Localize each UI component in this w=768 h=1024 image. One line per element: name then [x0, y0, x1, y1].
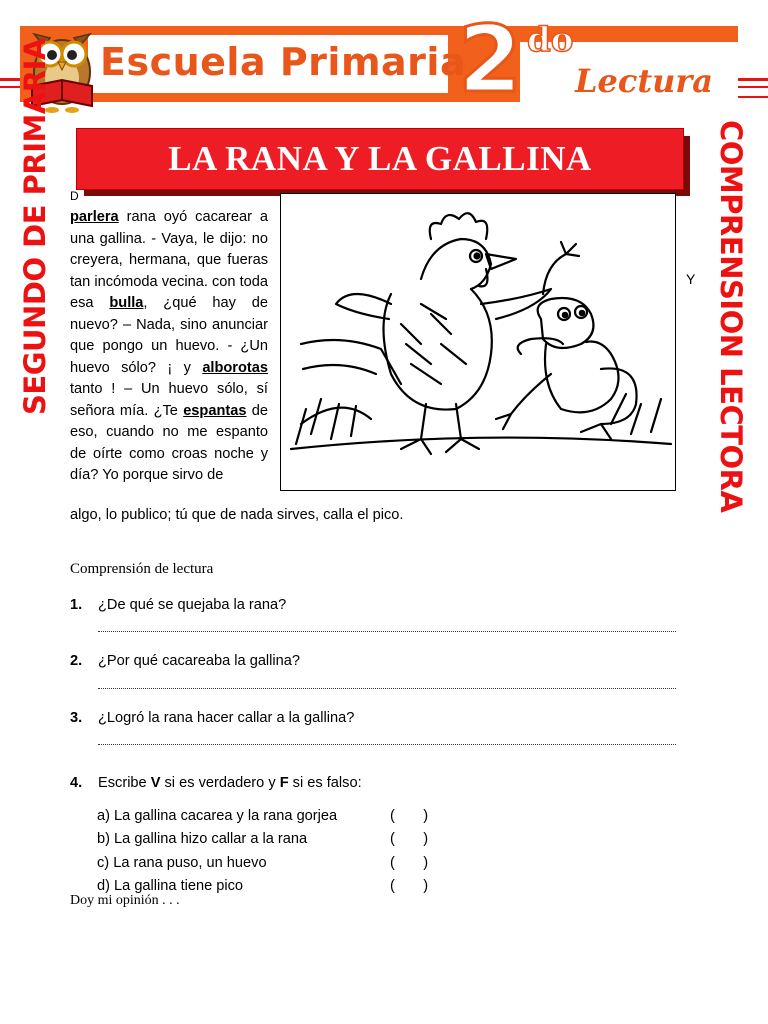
- opinion-prompt: Doy mi opinión . . .: [70, 893, 180, 908]
- statement-c: c) La rana puso, un huevo: [97, 855, 267, 871]
- answer-blank-c[interactable]: ( ): [390, 855, 429, 871]
- question-3: [70, 710, 354, 726]
- question-text: si es verdadero y: [160, 775, 280, 791]
- school-title: Escuela Primaria: [100, 40, 467, 84]
- header-right-stripe-2: [738, 86, 768, 88]
- vocab-word: bulla: [109, 295, 144, 311]
- section-heading: Comprensión de lectura: [70, 561, 214, 577]
- question-text: ¿Por qué cacareaba la gallina?: [98, 653, 301, 669]
- subject-label: Lectura: [575, 62, 713, 100]
- answer-line-1[interactable]: [98, 631, 676, 632]
- header-right-stripe-3: [738, 96, 768, 98]
- vocab-word: alborotas: [202, 359, 268, 376]
- story-text: [70, 207, 268, 487]
- question-number: 2.: [70, 653, 83, 669]
- story-title-banner: [76, 128, 684, 190]
- illustration-frame: [280, 193, 676, 491]
- story-fragment: , ¿qué hay de nuevo? – Nada, sino anunciar que pongo un huevo. - ¿Un huevo sólo? ¡ y: [70, 295, 268, 376]
- question-2: [70, 653, 300, 669]
- story-fragment: de eso, cuando no me espanto de oírte como croas noche y día? Yo porque sirvo de: [70, 402, 268, 483]
- question-text: ¿Logró la rana hacer callar a la gallina?: [98, 710, 355, 726]
- question-number: 4.: [70, 775, 83, 791]
- false-letter: F: [279, 775, 289, 791]
- question-1: [70, 597, 286, 613]
- rooster-and-frog-illustration: [281, 194, 675, 490]
- statement-a: a) La gallina cacarea y la rana gorjea: [97, 808, 338, 824]
- question-number: 3.: [70, 710, 83, 726]
- question-text: Escribe: [98, 775, 151, 791]
- stray-letter: Y: [686, 271, 696, 287]
- question-number: 1.: [70, 597, 83, 613]
- story-title: LA RANA Y LA GALLINA: [168, 139, 592, 178]
- answer-line-3[interactable]: [98, 744, 676, 745]
- story-fragment: tanto ! – Un huevo sólo, sí señora mía. ¿Te: [70, 381, 268, 419]
- answer-blank-d[interactable]: ( ): [390, 878, 429, 894]
- question-text: si es falso:: [288, 775, 362, 791]
- statement-d: d) La gallina tiene pico: [97, 878, 244, 894]
- header-right-stripe: [738, 78, 768, 81]
- side-label-left: SEGUNDO DE PRIMARIA: [18, 38, 52, 415]
- answer-blank-b[interactable]: ( ): [390, 831, 429, 847]
- story-fragment: rana oyó cacarear a una gallina. - Vaya, le dijo: no creyera, hermana, que fueras tan incómoda vecina. con toda esa: [70, 209, 268, 311]
- vocab-word: espantas: [183, 402, 247, 419]
- statement-b: b) La gallina hizo callar a la rana: [97, 831, 308, 847]
- vocab-word: parlera: [70, 209, 119, 225]
- answer-blank-a[interactable]: ( ): [390, 808, 429, 824]
- grade-suffix: do: [527, 20, 574, 60]
- question-4: [70, 775, 362, 791]
- story-last-line: algo, lo publico; tú que de nada sirves, calla el pico.: [70, 507, 404, 523]
- side-label-right: COMPRENSION LECTORA: [714, 120, 748, 513]
- answer-line-2[interactable]: [98, 688, 676, 689]
- true-letter: V: [150, 775, 161, 791]
- drop-letter: D: [70, 189, 79, 203]
- question-text: ¿De qué se quejaba la rana?: [98, 597, 287, 613]
- grade-number: 2: [458, 6, 523, 113]
